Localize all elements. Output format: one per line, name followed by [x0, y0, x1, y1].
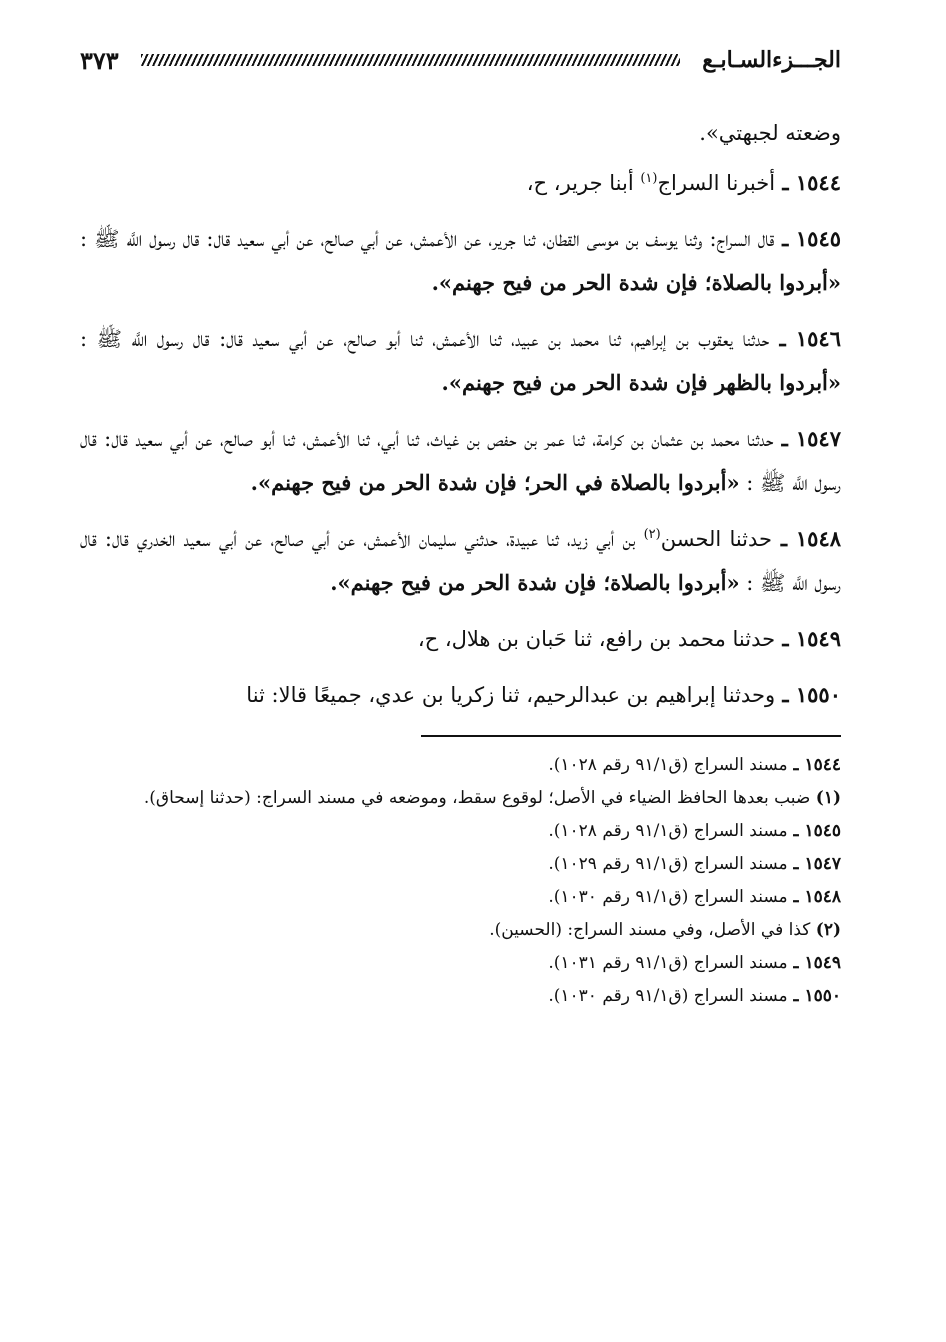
footnotes	[80, 749, 841, 1013]
footnote: ١٥٤٨ ـ مسند السراج (ق٩١/١ رقم ١٠٣٠).	[548, 886, 841, 907]
hadith-number: ١٥٤٨	[795, 526, 842, 551]
footnote-ref: (١)	[640, 171, 658, 186]
header-hatched-rule	[141, 54, 681, 66]
paragraph: وضعته لجبهتي».	[699, 121, 841, 145]
footnote: (٢) كذا في الأصل، وفي مسند السراج: (الحسين).	[489, 919, 841, 940]
footnote: ١٥٥٠ ـ مسند السراج (ق٩١/١ رقم ١٠٣٠).	[548, 985, 841, 1006]
hadith-number: ١٥٤٩	[795, 626, 841, 651]
paragraph-1549: ١٥٤٩ ـ حدثنا محمد بن رافع، ثنا حَبان بن هلال، ح،	[417, 626, 841, 651]
footnote: ١٥٤٩ ـ مسند السراج (ق٩١/١ رقم ١٠٣١).	[548, 952, 841, 973]
footnote: ١٥٤٤ ـ مسند السراج (ق٩١/١ رقم ١٠٢٨).	[548, 754, 841, 775]
footnote-separator	[421, 735, 841, 737]
paragraph-1545: ١٥٤٥ ـ قال السراج: وثنا يوسف بن موسى القطان، ثنا جرير، عن الأعمش، عن أبي صالح، عن أبي سعيد قال: قال رسول اللَّه ﷺ : «أبردوا بالصلاة؛ فإن شدة الحر من فيح جهنم».	[80, 226, 842, 295]
hadith-number: ١٥٤٦	[795, 326, 841, 351]
page-number: ٣٧٣	[80, 45, 119, 75]
paragraph-1546: ١٥٤٦ ـ حدثنا يعقوب بن إبراهيم، ثنا محمد بن عبيد، ثنا الأعمش، ثنا أبو صالح، عن أبي سعيد قال: قال رسول اللَّه ﷺ : «أبردوا بالظهر فإن شدة الحر من فيح جهنم».	[80, 326, 841, 395]
footnote: ١٥٤٥ ـ مسند السراج (ق٩١/١ رقم ١٠٢٨).	[548, 820, 841, 841]
footnote-ref: (٢)	[643, 527, 661, 542]
hadith-number: ١٥٤٤	[795, 170, 841, 195]
footnote: (١) ضبب بعدها الحافظ الضياء في الأصل؛ لوقوع سقط، وموضعه في مسند السراج: (حدثنا إسحاق).	[143, 787, 841, 808]
hadith-text: «أبردوا بالظهر فإن شدة الحر من فيح جهنم».	[441, 370, 841, 395]
hadith-number: ١٥٤٥	[795, 226, 842, 251]
book-page	[80, 40, 841, 1013]
hadith-number: ١٥٤٧	[795, 426, 841, 451]
paragraph-1547: ١٥٤٧ ـ حدثنا محمد بن عثمان بن كرامة، ثنا عمر بن حفص بن غياث، ثنا أبي، ثنا الأعمش، ثنا أبو صالح، عن أبي سعيد قال: قال رسول اللَّه ﷺ : «أبردوا بالصلاة في الحر؛ فإن شدة الحر من فيح جهنم».	[80, 426, 841, 495]
paragraph-1550: ١٥٥٠ ـ وحدثنا إبراهيم بن عبدالرحيم، ثنا زكريا بن عدي، جميعًا قالا: ثنا	[246, 682, 841, 707]
paragraph-1548: ١٥٤٨ ـ حدثنا الحسن$^{(٢)}$ بن أبي زيد، ثنا عبيدة، حدثني سليمان الأعمش، عن أبي صالح، عن أبي سعيد الخدري قال: قال رسول اللَّه ﷺ : «أبردوا بالصلاة؛ فإن شدة الحر من فيح جهنم».	[80, 526, 842, 595]
main-text	[80, 112, 841, 717]
hadith-text: «أبردوا بالصلاة؛ فإن شدة الحر من فيح جهنم».	[431, 270, 841, 295]
footnote: ١٥٤٧ ـ مسند السراج (ق٩١/١ رقم ١٠٢٩).	[548, 853, 841, 874]
running-header	[80, 40, 841, 80]
hadith-text: «أبردوا بالصلاة في الحر؛ فإن شدة الحر من فيح جهنم».	[250, 470, 740, 495]
volume-title: الجـــزءالسـابـع	[702, 47, 841, 73]
hadith-number: ١٥٥٠	[795, 682, 841, 707]
hadith-text: «أبردوا بالصلاة؛ فإن شدة الحر من فيح جهنم».	[330, 570, 740, 595]
paragraph-1544: ١٥٤٤ ـ أخبرنا السراج$^{(١)}$ أبنا جرير، ح،	[526, 170, 841, 195]
